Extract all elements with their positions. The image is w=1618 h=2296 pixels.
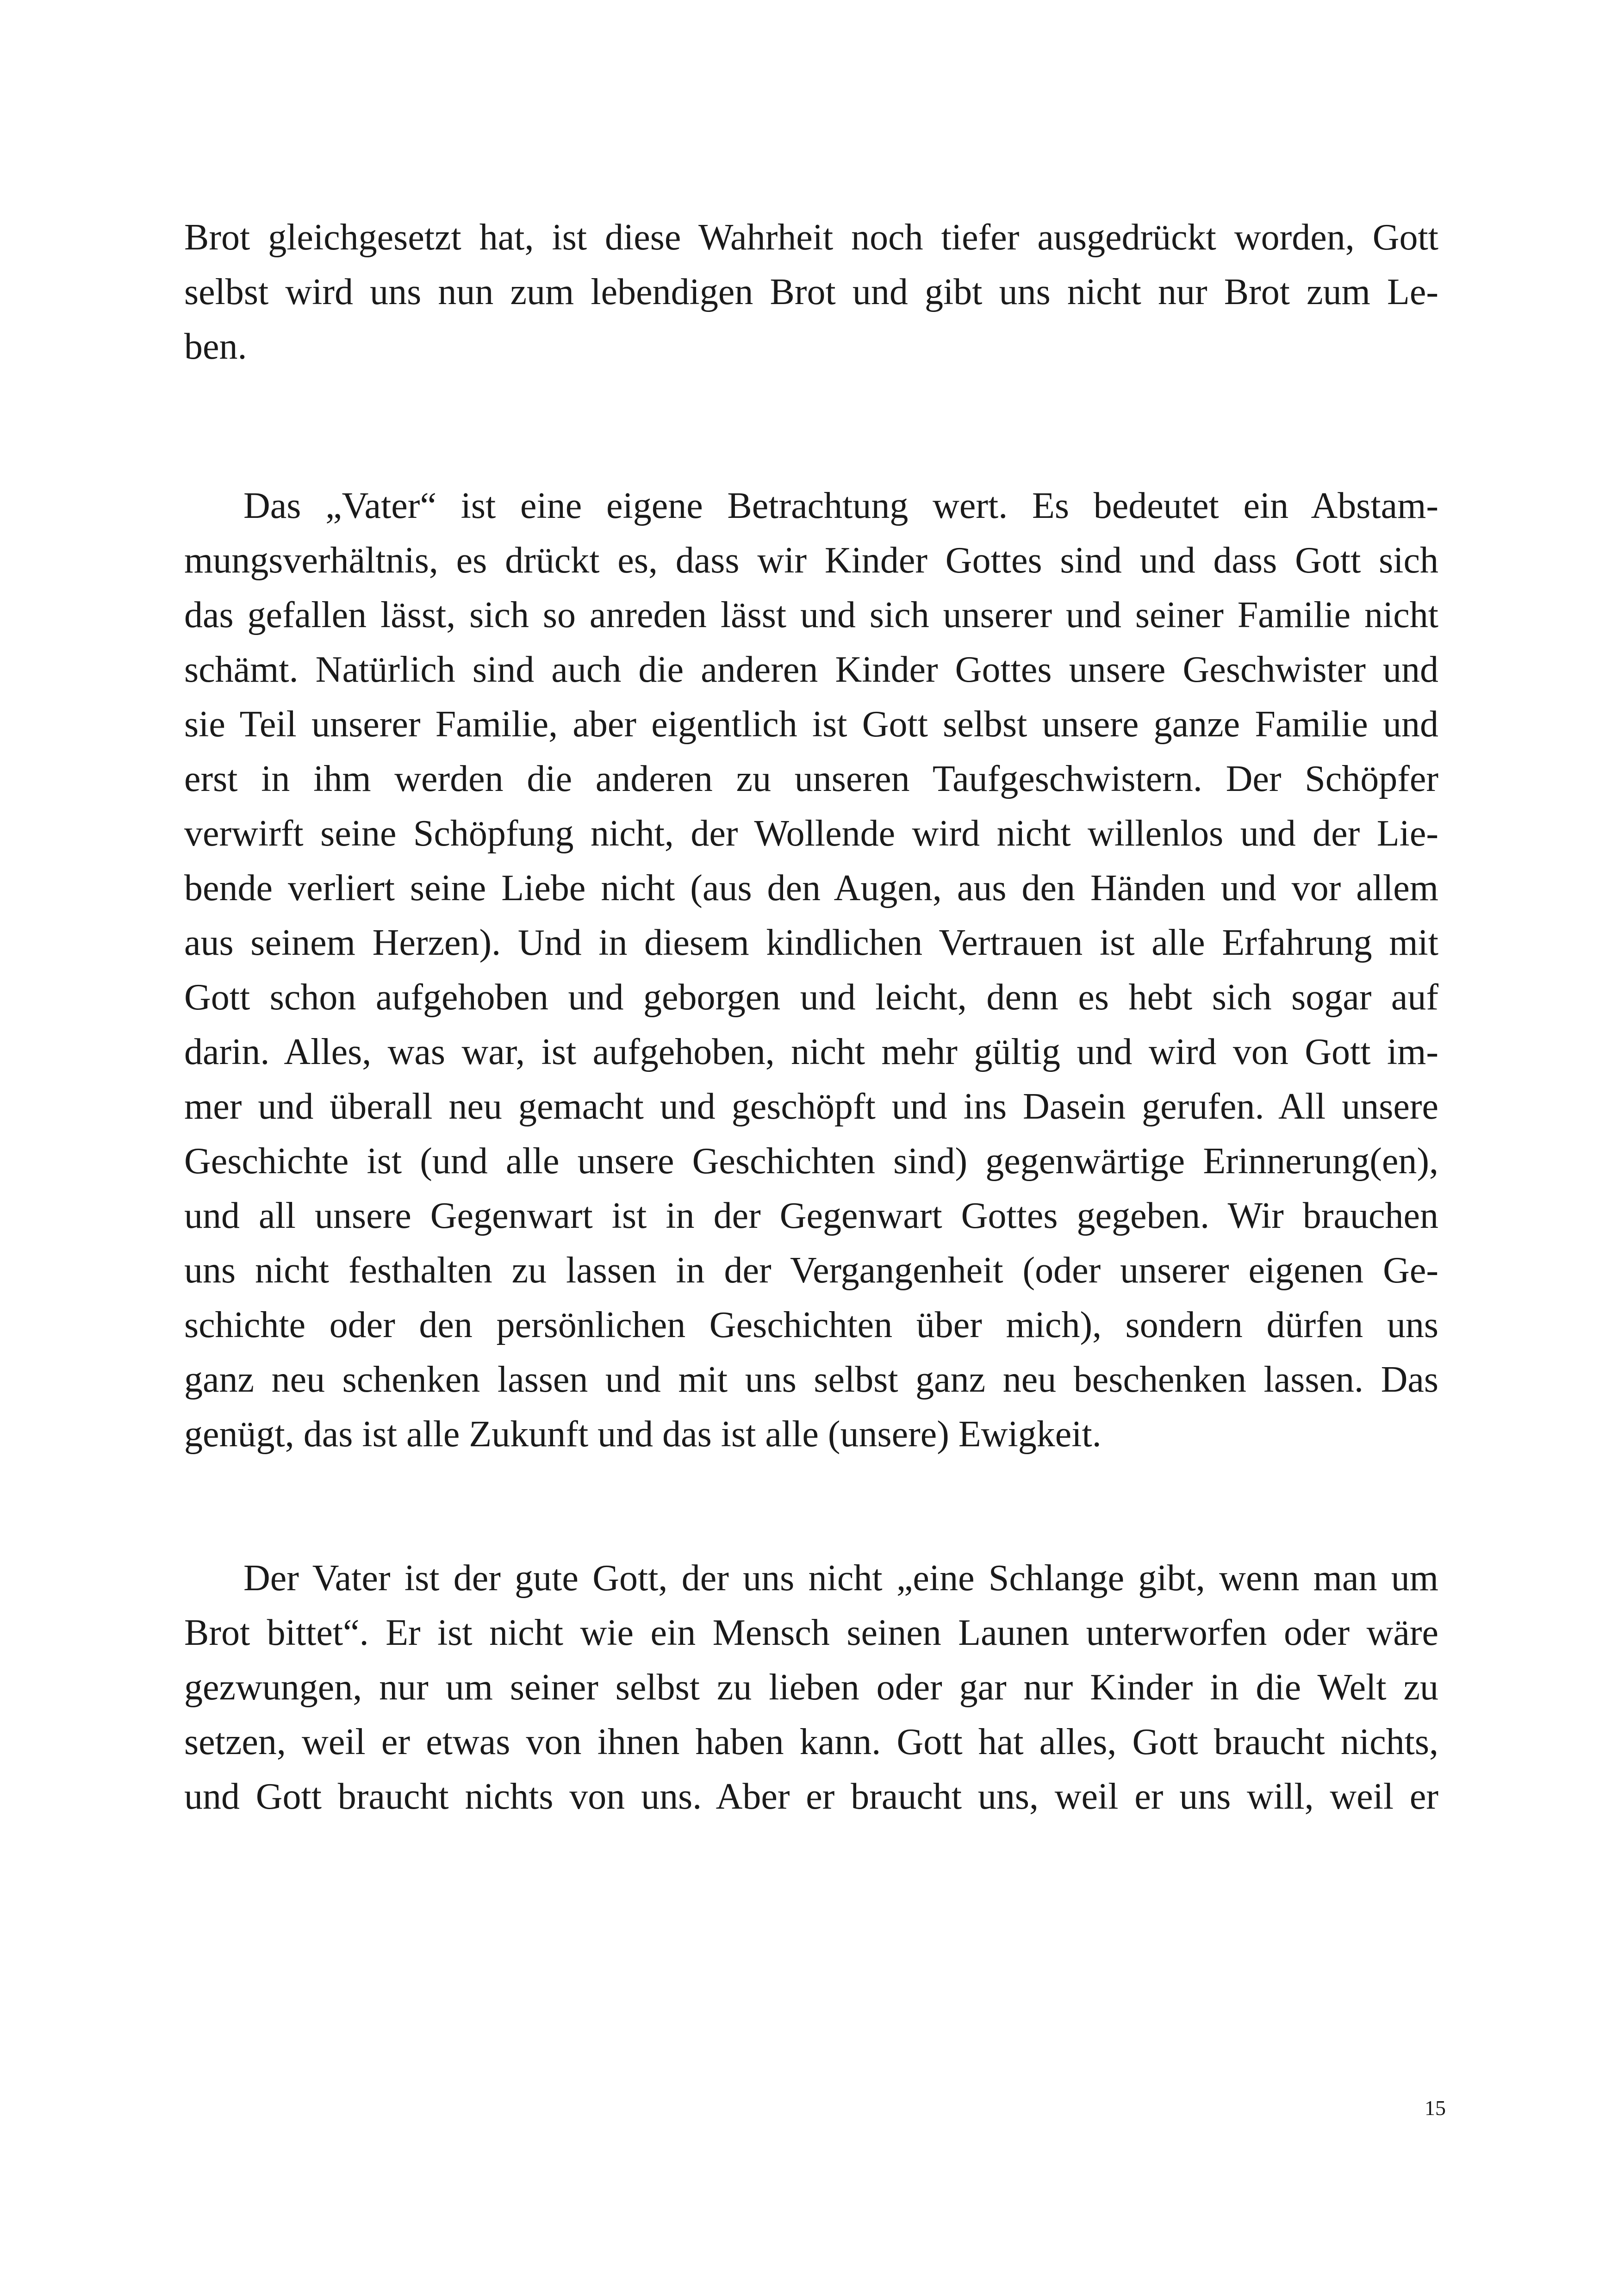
text-line: sie Teil unserer Familie, aber eigentlich ist Gott selbst unsere ganze Familie und xyxy=(184,704,1438,745)
text-line: das gefallen lässt, sich so anreden lässt und sich unserer und seiner Familie nicht xyxy=(184,595,1438,635)
paragraph-3 xyxy=(184,1551,1438,1824)
text-line: aus seinem Herzen). Und in diesem kindlichen Vertrauen ist alle Erfahrung mit xyxy=(184,922,1438,963)
text-line: Gott schon aufgehoben und geborgen und leicht, denn es hebt sich sogar auf xyxy=(184,977,1438,1018)
text-line: ganz neu schenken lassen und mit uns selbst ganz neu beschenken lassen. Das xyxy=(184,1359,1438,1400)
text-line: Geschichte ist (und alle unsere Geschichten sind) gegenwärtige Erinnerung(en), xyxy=(184,1141,1438,1182)
text-line: genügt, das ist alle Zukunft und das ist alle (unsere) Ewigkeit. xyxy=(184,1414,1101,1455)
text-line: ben. xyxy=(184,326,247,367)
text-line: setzen, weil er etwas von ihnen haben kann. Gott hat alles, Gott braucht nichts, xyxy=(184,1722,1438,1762)
text-line: bende verliert seine Liebe nicht (aus den Augen, aus den Händen und vor allem xyxy=(184,868,1438,908)
text-line: mer und überall neu gemacht und geschöpft und ins Dasein gerufen. All unsere xyxy=(184,1086,1438,1127)
text-line: mungsverhältnis, es drückt es, dass wir Kinder Gottes sind und dass Gott sich xyxy=(184,540,1438,581)
text-line: schichte oder den persönlichen Geschichten über mich), sondern dürfen uns xyxy=(184,1305,1438,1345)
text-line: uns nicht festhalten zu lassen in der Vergangenheit (oder unserer eigenen Ge- xyxy=(184,1250,1438,1291)
text-line: darin. Alles, was war, ist aufgehoben, nicht mehr gültig und wird von Gott im- xyxy=(184,1032,1438,1072)
text-line: Der Vater ist der gute Gott, der uns nicht „eine Schlange gibt, wenn man um xyxy=(243,1558,1438,1599)
text-line: gezwungen, nur um seiner selbst zu lieben oder gar nur Kinder in die Welt zu xyxy=(184,1667,1438,1708)
text-line: Das „Vater“ ist eine eigene Betrachtung wert. Es bedeutet ein Abstam- xyxy=(243,485,1438,526)
text-line: verwirft seine Schöpfung nicht, der Wollende wird nicht willenlos und der Lie- xyxy=(184,813,1438,854)
text-line: selbst wird uns nun zum lebendigen Brot und gibt uns nicht nur Brot zum Le- xyxy=(184,272,1438,312)
page-number: 15 xyxy=(1425,2096,1446,2120)
paragraph-1 xyxy=(184,210,1438,374)
text-line: Brot bittet“. Er ist nicht wie ein Mensch seinen Launen unterworfen oder wäre xyxy=(184,1612,1438,1653)
paragraph-2 xyxy=(184,479,1438,1462)
text-line: und Gott braucht nichts von uns. Aber er braucht uns, weil er uns will, weil er xyxy=(184,1776,1438,1817)
text-line: erst in ihm werden die anderen zu unseren Taufgeschwistern. Der Schöpfer xyxy=(184,759,1438,799)
text-line: Brot gleichgesetzt hat, ist diese Wahrheit noch tiefer ausgedrückt worden, Gott xyxy=(184,217,1438,258)
text-line: schämt. Natürlich sind auch die anderen Kinder Gottes unsere Geschwister und xyxy=(184,649,1438,690)
text-line: und all unsere Gegenwart ist in der Gegenwart Gottes gegeben. Wir brauchen xyxy=(184,1195,1438,1236)
